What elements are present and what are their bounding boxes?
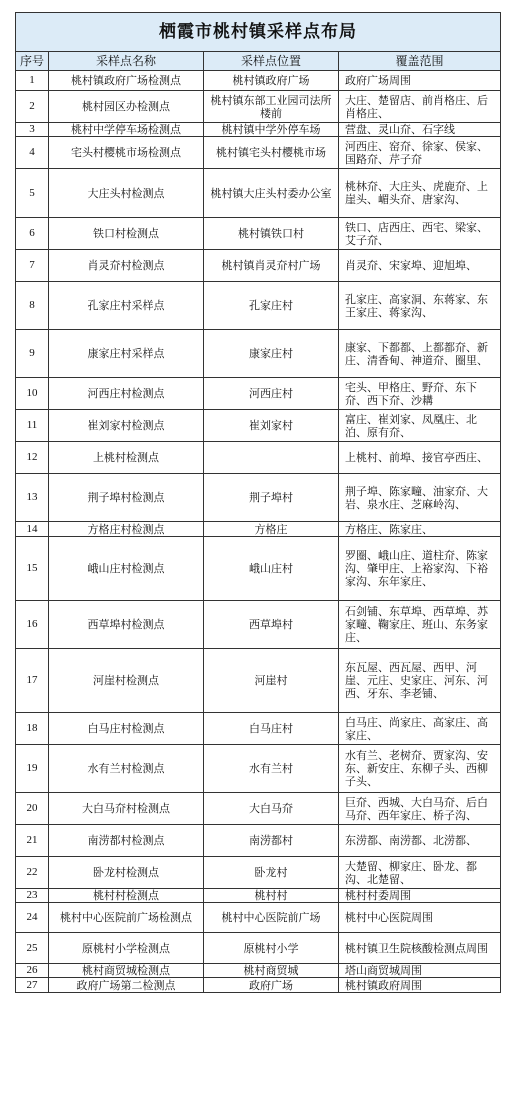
row-index: 19 [16,745,49,793]
row-location: 水有兰村 [204,745,339,793]
row-index: 20 [16,793,49,825]
row-index: 1 [16,71,49,91]
row-location: 原桃村小学 [204,933,339,964]
row-index: 26 [16,964,49,978]
row-coverage: 政府广场周围 [339,71,501,91]
row-coverage: 巨夼、西城、大白马夼、后白马夼、西年家庄、桥子沟、 [339,793,501,825]
row-coverage: 方格庄、陈家庄、 [339,522,501,537]
table-row [16,537,501,601]
row-index: 17 [16,649,49,713]
row-coverage: 桃林夼、大庄头、虎鹿夼、上崖头、嵋头夼、唐家沟、 [339,169,501,218]
table-row [16,282,501,330]
row-index: 6 [16,218,49,250]
table-row [16,964,501,978]
table-row [16,649,501,713]
table-row [16,903,501,933]
sampling-points-table [15,12,501,993]
row-coverage: 白马庄、尚家庄、高家庄、高家庄、 [339,713,501,745]
table-row [16,378,501,410]
row-name: 大白马夼村检测点 [49,793,204,825]
row-name: 桃村中学停车场检测点 [49,123,204,137]
table-row [16,218,501,250]
row-name: 铁口村检测点 [49,218,204,250]
row-name: 宅头村樱桃市场检测点 [49,137,204,169]
table-row [16,71,501,91]
row-location: 荆子埠村 [204,474,339,522]
row-coverage: 桃村镇卫生院核酸检测点周围 [339,933,501,964]
row-location: 河西庄村 [204,378,339,410]
row-name: 南涝都村检测点 [49,825,204,857]
row-coverage: 大庄、楚留店、前肖格庄、后肖格庄、 [339,91,501,123]
row-location: 卧龙村 [204,857,339,889]
table-row [16,250,501,282]
row-location: 桃村镇铁口村 [204,218,339,250]
row-coverage: 孔家庄、高家洞、东蒋家、东王家庄、蒋家沟、 [339,282,501,330]
row-index: 11 [16,410,49,442]
row-name: 荆子埠村检测点 [49,474,204,522]
table-row [16,601,501,649]
row-index: 3 [16,123,49,137]
row-coverage: 罗圈、峨山庄、道柱夼、陈家沟、肇甲庄、上裕家沟、下裕家沟、东年家庄、 [339,537,501,601]
row-coverage: 营盘、灵山夼、石字线 [339,123,501,137]
row-index: 25 [16,933,49,964]
row-coverage: 东涝都、南涝都、北涝都、 [339,825,501,857]
table-title: 栖霞市桃村镇采样点布局 [16,13,501,52]
row-name: 桃村中心医院前广场检测点 [49,903,204,933]
row-index: 22 [16,857,49,889]
row-coverage: 康家、下都都、上都都夼、新庄、清香甸、神道夼、圈里、 [339,330,501,378]
table-row [16,137,501,169]
row-name: 孔家庄村采样点 [49,282,204,330]
row-location: 白马庄村 [204,713,339,745]
row-name: 方格庄村检测点 [49,522,204,537]
row-coverage: 水有兰、老树夼、贾家沟、安东、新安庄、东柳子头、西柳子头、 [339,745,501,793]
row-location: 桃村镇大庄头村委办公室 [204,169,339,218]
col-header-index: 序号 [16,52,49,71]
row-name: 康家庄村采样点 [49,330,204,378]
row-coverage: 河西庄、窑夼、徐家、侯家、国路夼、芹子夼 [339,137,501,169]
row-index: 9 [16,330,49,378]
table-row [16,889,501,903]
row-name: 白马庄村检测点 [49,713,204,745]
row-index: 10 [16,378,49,410]
row-name: 原桃村小学检测点 [49,933,204,964]
row-index: 24 [16,903,49,933]
row-name: 政府广场第二检测点 [49,978,204,993]
col-header-coverage: 覆盖范围 [339,52,501,71]
row-location: 桃村商贸城 [204,964,339,978]
row-index: 4 [16,137,49,169]
row-name: 峨山庄村检测点 [49,537,204,601]
row-index: 23 [16,889,49,903]
row-location: 桃村镇东部工业园司法所楼前 [204,91,339,123]
table-row [16,330,501,378]
row-location: 桃村镇肖灵夼村广场 [204,250,339,282]
row-location: 桃村镇宅头村樱桃市场 [204,137,339,169]
row-name: 水有兰村检测点 [49,745,204,793]
row-coverage: 宅头、甲格庄、野夼、东下夼、西下夼、沙耩 [339,378,501,410]
row-index: 5 [16,169,49,218]
row-name: 桃村园区办检测点 [49,91,204,123]
row-name: 桃村商贸城检测点 [49,964,204,978]
row-index: 15 [16,537,49,601]
row-location: 政府广场 [204,978,339,993]
table-row [16,857,501,889]
row-coverage: 上桃村、前埠、接官亭西庄、 [339,442,501,474]
row-location: 峨山庄村 [204,537,339,601]
row-location: 桃村村 [204,889,339,903]
row-coverage: 桃村镇政府周围 [339,978,501,993]
row-location: 南涝都村 [204,825,339,857]
row-index: 27 [16,978,49,993]
table-row [16,442,501,474]
row-name: 河崖村检测点 [49,649,204,713]
row-name: 桃村村检测点 [49,889,204,903]
header-row [16,52,501,71]
table-row [16,522,501,537]
row-index: 2 [16,91,49,123]
row-location: 桃村镇中学外停车场 [204,123,339,137]
row-index: 13 [16,474,49,522]
table-row [16,933,501,964]
row-name: 肖灵夼村检测点 [49,250,204,282]
row-name: 崔刘家村检测点 [49,410,204,442]
row-coverage: 东瓦屋、西瓦屋、西甲、河崖、元庄、史家庄、河东、河西、牙东、李老铺、 [339,649,501,713]
table-row [16,91,501,123]
row-location: 康家庄村 [204,330,339,378]
row-name: 上桃村检测点 [49,442,204,474]
row-coverage: 塔山商贸城周围 [339,964,501,978]
row-location [204,442,339,474]
table-row [16,169,501,218]
row-location: 桃村镇政府广场 [204,71,339,91]
row-location: 崔刘家村 [204,410,339,442]
row-location: 方格庄 [204,522,339,537]
row-name: 大庄头村检测点 [49,169,204,218]
col-header-location: 采样点位置 [204,52,339,71]
row-index: 16 [16,601,49,649]
row-index: 14 [16,522,49,537]
row-coverage: 富庄、崔刘家、凤凰庄、北泊、原有夼、 [339,410,501,442]
row-index: 12 [16,442,49,474]
row-location: 西草埠村 [204,601,339,649]
row-location: 孔家庄村 [204,282,339,330]
table-row [16,410,501,442]
row-location: 河崖村 [204,649,339,713]
col-header-name: 采样点名称 [49,52,204,71]
row-coverage: 铁口、店西庄、西宅、梁家、艾子夼、 [339,218,501,250]
row-coverage: 桃村村委周围 [339,889,501,903]
table-row [16,474,501,522]
table-row [16,825,501,857]
row-coverage: 桃村中心医院周围 [339,903,501,933]
row-index: 7 [16,250,49,282]
row-location: 大白马夼 [204,793,339,825]
row-index: 21 [16,825,49,857]
row-name: 河西庄村检测点 [49,378,204,410]
row-name: 卧龙村检测点 [49,857,204,889]
row-coverage: 荆子埠、陈家疃、油家夼、大岩、泉水庄、芝麻岭沟、 [339,474,501,522]
row-coverage: 肖灵夼、宋家埠、迎旭埠、 [339,250,501,282]
table-row [16,123,501,137]
row-name: 西草埠村检测点 [49,601,204,649]
table-row [16,978,501,993]
row-name: 桃村镇政府广场检测点 [49,71,204,91]
table-row [16,793,501,825]
row-coverage: 石剑铺、东草埠、西草埠、苏家疃、鞠家庄、班山、东务家庄、 [339,601,501,649]
table-row [16,713,501,745]
table-row [16,745,501,793]
row-index: 8 [16,282,49,330]
row-coverage: 大楚留、柳家庄、卧龙、都沟、北楚留、 [339,857,501,889]
row-location: 桃村中心医院前广场 [204,903,339,933]
row-index: 18 [16,713,49,745]
